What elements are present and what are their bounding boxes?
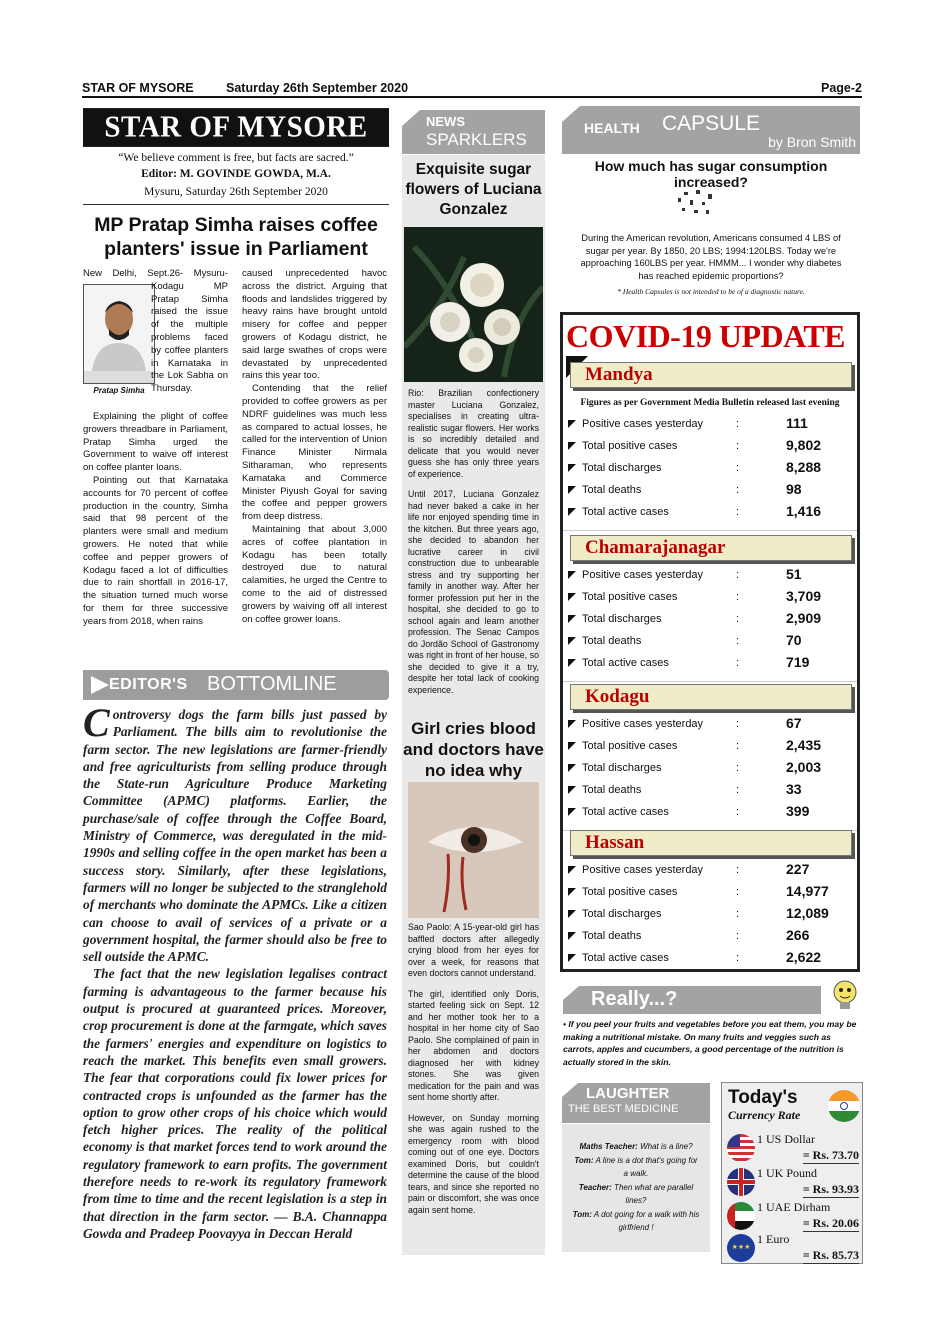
masthead-title: STAR OF MYSORE (83, 108, 389, 147)
stat-value: 3,709 (786, 588, 822, 604)
covid-row (560, 802, 840, 822)
stat-colon: : (736, 908, 740, 920)
district-title: Mandya (570, 362, 852, 388)
page-number: Page-2 (821, 81, 862, 95)
stat-label: Total positive cases (582, 740, 678, 752)
bullet-icon (568, 866, 576, 874)
covid-row (560, 502, 840, 522)
bullet-icon (568, 508, 576, 516)
covid-row (560, 414, 840, 434)
covid-row (560, 736, 840, 756)
district-title: Chamarajanagar (570, 535, 852, 561)
laughter-body: Maths Teacher: What is a line? Tom: A line is a dot that's going for a walk. Teacher: Then what are parallel lines? Tom: A dot going for a walk with his girlfriend ! (562, 1124, 710, 1252)
bullet-icon (568, 720, 576, 728)
stat-value: 51 (786, 566, 802, 582)
covid-row (560, 882, 840, 902)
lead-column-2 (242, 268, 387, 626)
bullet-icon (568, 637, 576, 645)
bullet-icon (568, 420, 576, 428)
currency-rate: = Rs. 73.70 (802, 1148, 859, 1162)
stat-value: 111 (786, 415, 808, 431)
stat-label: Total active cases (582, 506, 669, 518)
covid-row (560, 904, 840, 924)
covid-row (560, 948, 840, 968)
currency-subtitle: Currency Rate (728, 1108, 801, 1122)
bullet-icon (568, 954, 576, 962)
masthead-motto: “We believe comment is free, but facts are sacred.” (118, 152, 354, 164)
currency-name: 1 UK Pound (757, 1166, 818, 1180)
currency-name: 1 UAE Dirham (757, 1200, 831, 1214)
bullet-icon (568, 659, 576, 667)
uae-flag-icon (727, 1202, 755, 1230)
health-band: HEALTH CAPSULE by Bron Smith (562, 106, 860, 154)
bullet-icon (568, 888, 576, 896)
stat-label: Positive cases yesterday (582, 864, 704, 876)
covid-row (560, 926, 840, 946)
bullet-icon (568, 593, 576, 601)
stat-value: 1,416 (786, 503, 822, 519)
issue-date: Saturday 26th September 2020 (226, 81, 409, 95)
masthead-editor: Editor: M. GOVINDE GOWDA, M.A. (141, 168, 331, 180)
sparklers-band: NEWS SPARKLERS (402, 110, 545, 154)
stat-value: 719 (786, 654, 810, 670)
uk-flag-icon (727, 1168, 755, 1196)
stat-colon: : (736, 418, 740, 430)
india-flag-icon (828, 1090, 860, 1122)
us-flag-icon (727, 1134, 755, 1162)
lead-para: New Delhi, Sept.26- Mysuru-Kodagu MP Pratap Simha raised the issue of the multiple problems faced by coffee planters in Karnataka in the Lok Sabha on Thursday. (83, 268, 228, 395)
stat-label: Positive cases yesterday (582, 718, 704, 730)
stat-colon: : (736, 635, 740, 647)
covid-row (560, 565, 840, 585)
stat-value: 14,977 (786, 883, 829, 899)
stat-label: Total deaths (582, 484, 642, 496)
stat-value: 2,622 (786, 949, 822, 965)
bullet-icon (568, 442, 576, 450)
stat-colon: : (736, 506, 740, 518)
lead-para: Maintaining that about 3,000 acres of coffee plantation in Kodagu has been totally destroyed due to natural calamities, he urged the Centre to come to the aid of distressed growers by waiving off all interest on coffee grower loans. (242, 523, 387, 625)
stat-colon: : (736, 886, 740, 898)
currency-title: Today's (728, 1087, 798, 1108)
covid-row (560, 458, 840, 478)
bullet-icon (568, 615, 576, 623)
currency-row (727, 1166, 861, 1198)
stat-label: Total positive cases (582, 886, 678, 898)
bullet-icon (568, 486, 576, 494)
stat-colon: : (736, 762, 740, 774)
stat-value: 33 (786, 781, 802, 797)
stat-value: 2,435 (786, 737, 822, 753)
stat-label: Total discharges (582, 908, 662, 920)
covid-row (560, 480, 840, 500)
really-band: Really...? (563, 986, 821, 1014)
currency-row (727, 1132, 861, 1164)
bullet-icon (568, 786, 576, 794)
stat-value: 98 (786, 481, 802, 497)
stat-label: Total positive cases (582, 591, 678, 603)
stat-value: 227 (786, 861, 810, 877)
sugar-icon (676, 186, 716, 218)
stat-label: Total deaths (582, 635, 642, 647)
sparkler-1-body: Rio: Brazilian confectionery master Luciana Gonzalez, specialises in creating ultra-realistic sugar flowers. Her works is so incredibly detailed and delicate that you would never guess she has only three years of experience. Until 2017, Luciana Gonzalez had never baked a cake in her life nor enjoyed spending time in the kitchen. But three years ago, she decided to abandon her lucrative career in civil construction due to unbearable stress and try supporting her family in another way. After her former profession put her in the hospital, she decided to go to school again and learn another profession. The Senac Campos do Jordão School of Gastronomy was right in front of her house, so she decided to give it a try, despite her total lack of cooking experience. (408, 388, 539, 695)
covid-row (560, 653, 840, 673)
covid-row (560, 436, 840, 456)
masthead-dateline: Mysuru, Saturday 26th September 2020 (144, 186, 328, 198)
stat-label: Positive cases yesterday (582, 418, 704, 430)
currency-rate: = Rs. 85.73 (802, 1248, 859, 1262)
lead-photo-caption: Pratap Simha (93, 386, 145, 395)
page-header (82, 80, 862, 98)
covid-row (560, 609, 840, 629)
stat-colon: : (736, 806, 740, 818)
stat-value: 70 (786, 632, 802, 648)
stat-value: 2,003 (786, 759, 822, 775)
sparkler-1-headline: Exquisite sugar flowers of Luciana Gonzalez (405, 161, 542, 218)
stat-colon: : (736, 613, 740, 625)
editorial-band: EDITOR'S BOTTOMLINE (83, 670, 389, 700)
stat-colon: : (736, 784, 740, 796)
currency-rate: = Rs. 93.93 (802, 1182, 859, 1196)
sparkler-2-body: Sao Paolo: A 15-year-old girl has baffled doctors after allegedly crying blood from her eyes for over a week, for reasons that even doctors cannot understand. The girl, identified only Doris, started feeling sick on Sept. 12 and her mother took her to a hospital in her home city of Sao Paolo. She complained of pain in her abdomen and doctors diagnosed her with kidney stones. She was given medication for the pain and was sent home shortly after. However, on Sunday morning she was again rushed to the emergency room with blood coming out of one eye. Doctors examined Doris, but couldn't determine the cause of the blood tears, and since she reported no pain or discomfort, she was once again sent home. (408, 922, 539, 1215)
lead-para: Explaining the plight of coffee growers threadbare in Parliament, Pratap Simha urged the Government to waive off interest on coffee planter loans. (83, 411, 228, 474)
crying-girl-photo (408, 782, 539, 918)
paper-name: STAR OF MYSORE (82, 81, 194, 95)
covid-title: COVID-19 UPDATE (566, 318, 846, 354)
really-text: • If you peel your fruits and vegetables before you eat them, you may be making a nutritional mistake. On many fruits and veggies such as carrots, apples and cucumbers, a good percentage of the nutrition is actually stored in the skin. (563, 1019, 857, 1067)
sparkler-2-headline: Girl cries blood and doctors have no idea why (403, 719, 544, 780)
stat-label: Total discharges (582, 462, 662, 474)
lead-para: caused unprecedented havoc across the district. Arguing that floods and landslides triggered by heavy rains have brought untold misery for coffee and pepper growers of Kodagu district, he said large swathes of crops were devastated by unprecedented rains this year too. (242, 268, 387, 382)
currency-name: 1 US Dollar (757, 1132, 815, 1146)
bullet-icon (568, 932, 576, 940)
lightbulb-icon (828, 978, 862, 1016)
stat-label: Total deaths (582, 930, 642, 942)
stat-colon: : (736, 952, 740, 964)
stat-label: Total discharges (582, 613, 662, 625)
lead-para: Contending that the relief provided to coffee growers as per NDRF guidelines was much less as compared to actual losses, he called for the intervention of Union Finance Minister Nirmala Sitharaman, who represents Karnataka and Commerce Minister Piyush Goyal for saving the coffee and pepper growers from deep distress. (242, 383, 387, 523)
currency-rate: = Rs. 20.06 (802, 1216, 859, 1230)
health-note: * Health Capsules is not intended to be of a diagnostic nature. (617, 287, 805, 296)
covid-row (560, 587, 840, 607)
covid-row (560, 860, 840, 880)
stat-value: 266 (786, 927, 810, 943)
stat-colon: : (736, 930, 740, 942)
bullet-icon (568, 764, 576, 772)
stat-value: 67 (786, 715, 802, 731)
stat-colon: : (736, 462, 740, 474)
lead-para: Pointing out that Karnataka accounts for 70 percent of coffee production in the country, Simha said that 98 percent of the planters were small and medium growers. He noted that while coffee and pepper growers of Kodagu faced a lot of difficulties due to rain shortfall in 2016-17, the situation turned much worse for them for three successive years from 2018, when rains (83, 474, 228, 627)
bullet-icon (568, 742, 576, 750)
eu-flag-icon: ★★★ (727, 1234, 755, 1262)
sugar-flowers-photo (404, 227, 543, 382)
stat-colon: : (736, 484, 740, 496)
stat-colon: : (736, 591, 740, 603)
stat-colon: : (736, 440, 740, 452)
stat-label: Total active cases (582, 657, 669, 669)
stat-colon: : (736, 657, 740, 669)
bullet-icon (568, 910, 576, 918)
bullet-icon (568, 571, 576, 579)
currency-row (727, 1200, 861, 1232)
stat-colon: : (736, 569, 740, 581)
stat-colon: : (736, 718, 740, 730)
stat-value: 399 (786, 803, 810, 819)
lead-headline: MP Pratap Simha raises coffee planters' issue in Parliament (94, 214, 378, 260)
stat-value: 12,089 (786, 905, 829, 921)
stat-label: Total positive cases (582, 440, 678, 452)
health-body: During the American revolution, Americans consumed 4 LBS of sugar per year. By 1850, 20 LBS; 1994:120LBS. Today we're approaching 160LBS per year. HMMM... I wonder why diabetes has reached epidemic proportions? (580, 233, 842, 281)
lead-column-1 (83, 268, 228, 629)
editorial-body: Controversy dogs the farm bills just passed by Parliament. The bills aim to revolutionise the farm sector. The new legislations are farmer-friendly and free agriculturists from selling produce through the State-run Agriculture Produce Marketing Committee (APMC) platforms. Earlier, the purchase/sale of coffee through the Coffee Board, Ministry of Commerce, was deregulated in the mid-1990s and selling coffee in the open market has been a success story. Similarly, after these legislations, farmers will no longer be subjected to the stranglehold of merchants who dominate the APMCs. Like a citizen can choose to avail of services of a private or a government hospital, the farmer should also be free to sell outside the APMC. The fact that the new legislation legalises contract farming is advantageous to the farmer because his output is procured at guaranteed prices. Moreover, crop procurement is done at the farmgate, which saves the farmers' energies and expenditure on logistics to reach the market. This benefits even small growers. The fear that corporations could fix lower prices for contracted crops is unfounded as the farmer has the option to grow other crops of his choice which would fetch higher prices. The reality of the political economy is that market forces tend to work around the regulatory framework to earn profits. The government therefore needs to re-work its regulatory framework from time to time and the recent legislation is a step in that direction in the farm sector. — B.A. Channappa Gowda and Pradeep Poovayya in Deccan Herald (83, 700, 387, 1241)
health-question: How much has sugar consumption increased? (594, 158, 828, 190)
covid-row (560, 758, 840, 778)
covid-row (560, 714, 840, 734)
stat-label: Total discharges (582, 762, 662, 774)
currency-row (727, 1232, 861, 1264)
covid-row (560, 631, 840, 651)
stat-value: 9,802 (786, 437, 822, 453)
stat-label: Total deaths (582, 784, 642, 796)
covid-row (560, 780, 840, 800)
bullet-icon (568, 808, 576, 816)
bullet-icon (568, 464, 576, 472)
stat-value: 8,288 (786, 459, 822, 475)
covid-subtitle: Figures as per Government Media Bulletin released last evening (580, 398, 840, 408)
stat-label: Positive cases yesterday (582, 569, 704, 581)
stat-colon: : (736, 740, 740, 752)
stat-label: Total active cases (582, 806, 669, 818)
district-title: Kodagu (570, 684, 852, 710)
stat-value: 2,909 (786, 610, 822, 626)
stat-label: Total active cases (582, 952, 669, 964)
currency-name: 1 Euro (757, 1232, 790, 1246)
laughter-band: LAUGHTER THE BEST MEDICINE (562, 1083, 710, 1123)
stat-colon: : (736, 864, 740, 876)
district-title: Hassan (570, 830, 852, 856)
